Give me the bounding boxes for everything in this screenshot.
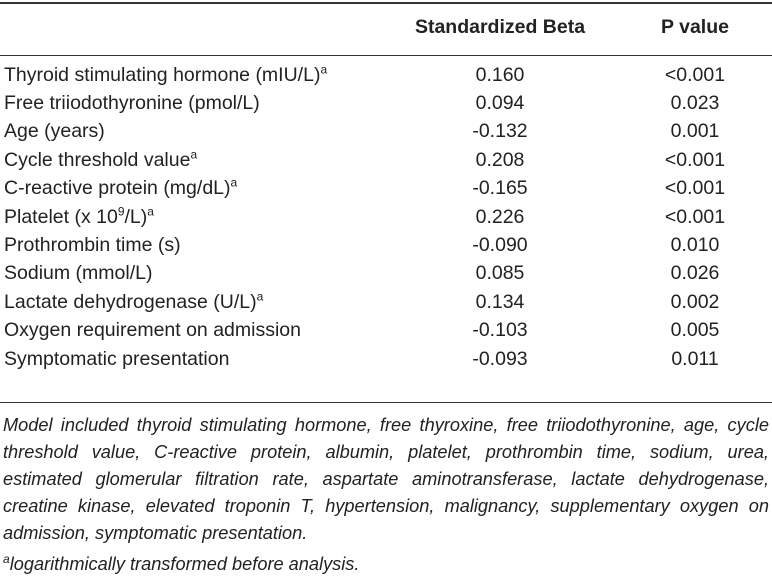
beta-cell: -0.103 <box>472 319 528 342</box>
p-value-cell: 0.023 <box>670 92 720 115</box>
footnote-marker: a <box>230 175 238 190</box>
p-value-cell: 0.002 <box>670 290 720 313</box>
table-row <box>0 317 772 345</box>
table-row <box>0 231 772 259</box>
bottom-rule <box>0 402 772 403</box>
header-row <box>0 0 772 55</box>
p-value-cell: 0.026 <box>670 262 720 285</box>
row-label: C-reactive protein $(mg/dL)^a$ <box>4 175 238 200</box>
beta-cell: -0.090 <box>472 234 528 257</box>
p-value-cell: <0.001 <box>664 205 726 228</box>
row-label: Free triiodothyronine (pmol/L) <box>4 92 260 115</box>
beta-cell: 0.160 <box>475 63 525 86</box>
beta-cell: -0.093 <box>472 347 528 370</box>
row-label: Age (years) <box>4 120 105 143</box>
beta-cell: 0.208 <box>475 148 525 171</box>
beta-cell: 0.226 <box>475 205 525 228</box>
row-label: Platelet (x $10^9/L)^a$ <box>4 204 154 228</box>
row-label: Prothrombin time (s) <box>4 234 181 257</box>
footnote-marker: a <box>3 551 10 566</box>
row-label: Symptomatic presentation <box>4 347 230 370</box>
footnote-marker: a <box>256 289 264 304</box>
row-label: Lactate dehydrogenase $(U/L)^a$ <box>4 289 264 313</box>
table-row <box>0 203 772 231</box>
table-row <box>0 288 772 316</box>
row-label: Sodium (mmol/L) <box>4 262 153 285</box>
p-value-cell: <0.001 <box>664 177 726 200</box>
table-row <box>0 260 772 288</box>
row-label: Thyroid stimulating hormone $(mIU/L)^a$ <box>4 62 328 86</box>
table-row <box>0 146 772 174</box>
beta-cell: 0.134 <box>475 290 525 313</box>
footnote-marker: a <box>190 147 198 162</box>
table-row <box>0 175 772 203</box>
table-row <box>0 118 772 146</box>
model-footnote: Model included thyroid stimulating hormone, free thyroxine, free triiodothyronine, age, cycle threshold value, C-reactive protein, albumin, platelet, prothrombin time, sodium, urea, estimated glomerular filtration rate, aspartate aminotransferase, lactate dehydrogenase, creatine kinase, elevated troponin T, hypertension, malignancy, supplementary oxygen on admission, symptomatic presentation. <box>3 415 769 543</box>
table-row <box>0 89 772 117</box>
header-p-value: P value <box>661 16 729 38</box>
p-value-cell: 0.001 <box>670 120 720 143</box>
beta-cell: -0.132 <box>472 120 528 143</box>
footnote-marker: a <box>147 204 154 219</box>
exponent: 9 <box>117 204 125 219</box>
header-standardized-beta: Standardized Beta <box>414 16 586 38</box>
beta-cell: -0.165 <box>472 177 528 200</box>
beta-cell: 0.085 <box>475 262 525 285</box>
p-value-cell: 0.010 <box>670 234 720 257</box>
p-value-cell: <0.001 <box>664 148 726 171</box>
table-row <box>0 55 772 89</box>
footnote-marker: a <box>320 62 328 77</box>
row-label: Cycle threshold value$^a$ <box>4 147 198 171</box>
p-value-cell: 0.005 <box>670 319 720 342</box>
header-variable <box>0 0 382 55</box>
beta-cell: 0.094 <box>475 92 525 115</box>
table-row <box>0 345 772 373</box>
p-value-cell: 0.011 <box>671 347 719 370</box>
transform-footnote: $^a$logarithmically transformed before analysis. <box>3 551 360 574</box>
p-value-cell: <0.001 <box>664 63 726 86</box>
row-label: Oxygen requirement on admission <box>4 319 301 342</box>
